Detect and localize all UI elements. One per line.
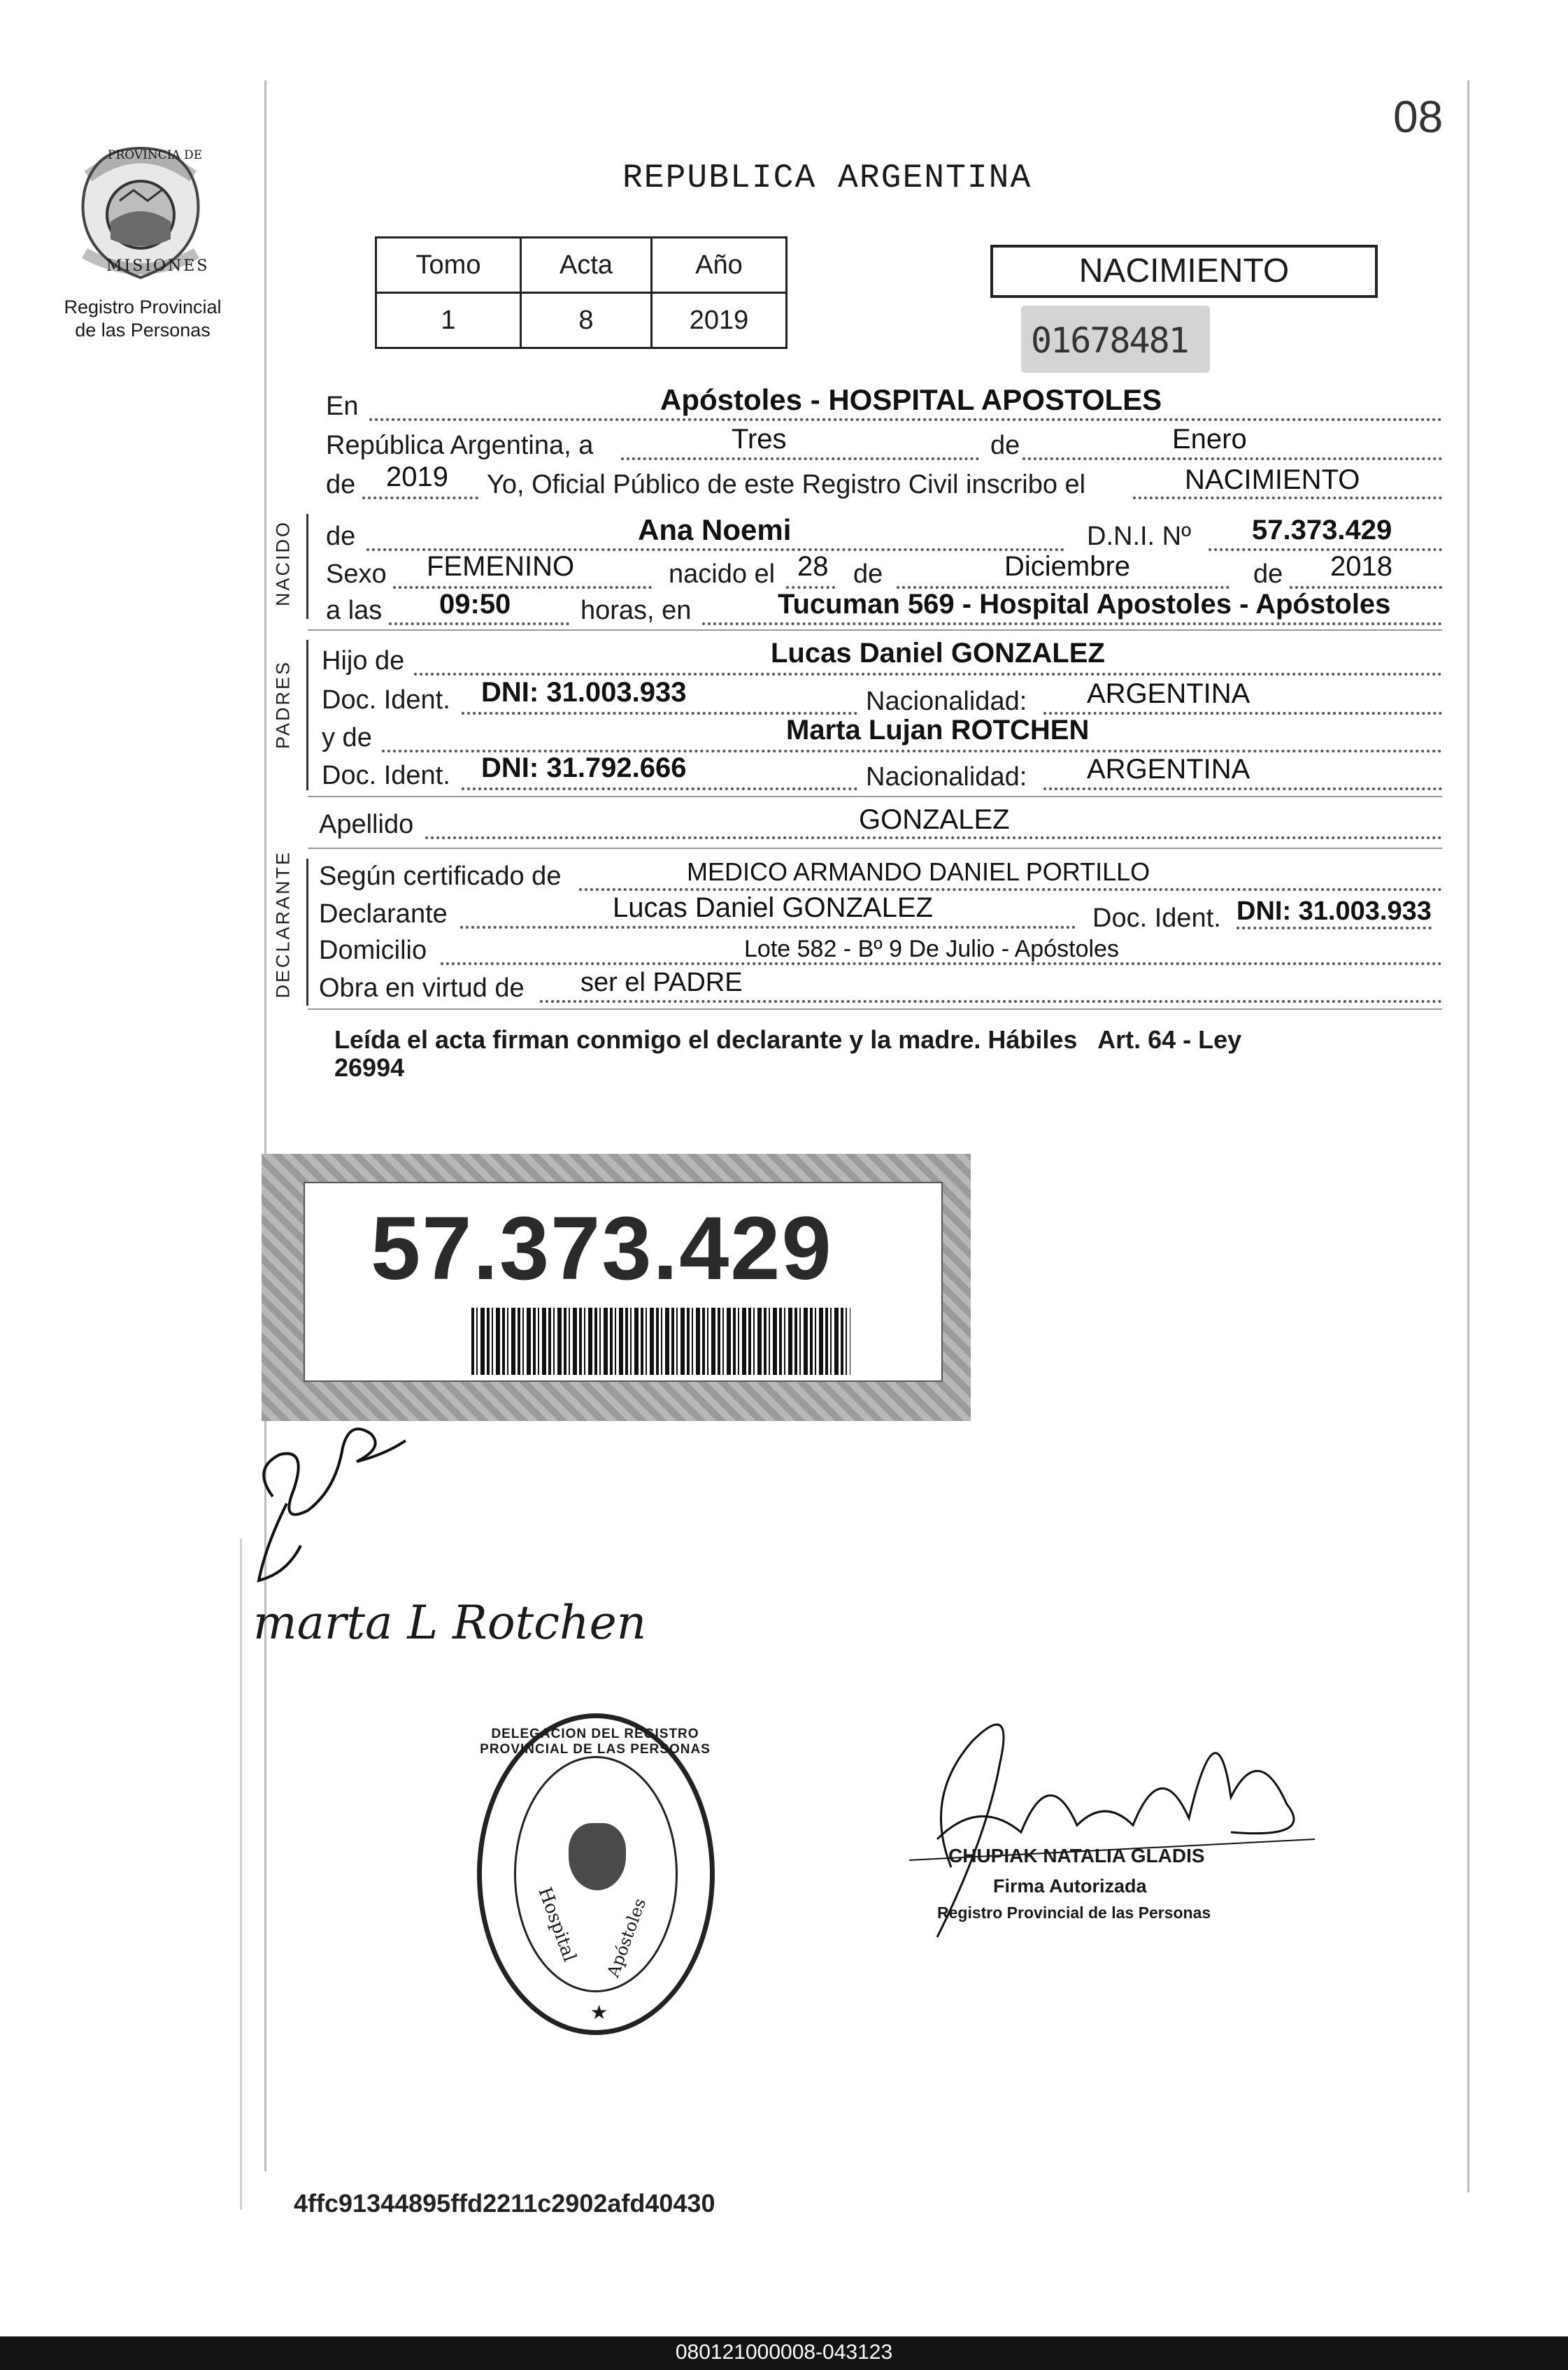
dotted-line	[1022, 457, 1442, 460]
birth-day: 28	[797, 551, 829, 582]
document-type: NACIMIENTO	[1078, 252, 1290, 290]
left-margin-line	[264, 80, 266, 2171]
de2-label: de	[326, 470, 356, 499]
dni-label: D.N.I. Nº	[1087, 522, 1191, 551]
nacido-label: nacido el	[669, 559, 776, 589]
seal-text-top: PROVINCIA DE	[108, 148, 203, 162]
dotted-line	[362, 497, 478, 499]
officer-registry: Registro Provincial de las Personas	[937, 1904, 1211, 1922]
declarante-doc: DNI: 31.003.933	[1236, 897, 1432, 929]
mother-doc: DNI: 31.792.666	[481, 752, 687, 783]
star-icon: ★	[590, 2001, 608, 2023]
section-divider	[308, 796, 1442, 797]
dotted-line	[579, 888, 1442, 891]
mother-nationality: ARGENTINA	[1087, 754, 1250, 785]
sexo-label: Sexo	[326, 559, 387, 589]
record-reference-table	[375, 236, 787, 349]
en-label: En	[326, 392, 359, 421]
id-number: 57.373.429	[371, 1199, 833, 1299]
serial-number: 01678481	[1031, 320, 1188, 361]
section-bracket	[306, 514, 308, 619]
declarante-label: Declarante	[319, 899, 448, 929]
section-divider	[308, 848, 1442, 849]
act-value: NACIMIENTO	[1185, 464, 1360, 495]
yde-label: y de	[322, 723, 372, 752]
stamp-text-hospital: Hospital	[534, 1884, 580, 1965]
document-type-box	[990, 245, 1378, 298]
id-sticker-inner	[304, 1182, 943, 1382]
section-label-nacido: NACIDO	[272, 520, 294, 607]
dotted-line	[414, 673, 1442, 676]
obra-value: ser el PADRE	[580, 968, 743, 997]
registry-name-line2: de las Personas	[75, 320, 211, 341]
birthplace-value: Apóstoles - HOSPITAL APOSTOLES	[660, 383, 1162, 416]
table-cell: 8	[521, 293, 652, 348]
country-title: REPUBLICA ARGENTINA	[622, 159, 1032, 197]
child-dni: 57.373.429	[1252, 515, 1392, 545]
id-sticker	[262, 1154, 971, 1421]
section-bracket	[306, 640, 308, 790]
stamp-emblem	[569, 1823, 626, 1890]
dotted-line	[369, 418, 1442, 421]
declarante-name: Lucas Daniel GONZALEZ	[613, 892, 933, 923]
stamp-text-apostoles: Apóstoles	[603, 1895, 650, 1980]
certificate-value: MEDICO ARMANDO DANIEL PORTILLO	[687, 857, 1150, 886]
obra-label: Obra en virtud de	[319, 973, 525, 1003]
dotted-line	[393, 586, 652, 589]
page-number: 08	[1393, 92, 1444, 142]
apellido-value: GONZALEZ	[859, 804, 1010, 835]
left-margin-line-lower	[240, 1539, 242, 2210]
table-header: Tomo	[376, 238, 521, 293]
dotted-line	[702, 622, 1442, 625]
barcode	[471, 1308, 850, 1375]
mother-signature: marta L Rotchen	[253, 1596, 647, 1650]
section-label-declarante: DECLARANTE	[272, 850, 294, 999]
dotted-line	[540, 1000, 1442, 1003]
de-label: de	[990, 431, 1020, 460]
section-divider	[308, 1008, 1442, 1010]
table-header: Año	[652, 238, 787, 293]
republica-label: República Argentina, a	[326, 431, 594, 460]
segun-label: Según certificado de	[319, 862, 562, 891]
child-name: Ana Noemi	[638, 513, 792, 546]
officer-title: Firma Autorizada	[993, 1876, 1147, 1897]
dotted-line	[389, 622, 569, 625]
nacionalidad-label: Nacionalidad:	[866, 687, 1027, 716]
table-cell: 2019	[652, 293, 787, 348]
dotted-line	[1209, 548, 1442, 551]
seal-text-bottom: MISIONES	[106, 257, 210, 275]
dotted-line	[1043, 712, 1442, 715]
sexo-value: FEMENINO	[427, 551, 575, 582]
day-value: Tres	[732, 424, 787, 455]
domicilio-value: Lote 582 - Bº 9 De Julio - Apóstoles	[744, 936, 1119, 962]
dotted-line	[1043, 787, 1442, 790]
doc2-label: Doc. Ident.	[322, 761, 450, 790]
doc3-label: Doc. Ident.	[1092, 904, 1221, 933]
birth-address: Tucuman 569 - Hospital Apostoles - Apóstoles	[778, 589, 1391, 620]
table-cell: 1	[376, 293, 521, 348]
section-label-padres: PADRES	[272, 659, 294, 750]
father-doc: DNI: 31.003.933	[481, 677, 687, 708]
de4-label: de	[1253, 559, 1283, 589]
footer-bar	[0, 2336, 1568, 2370]
dotted-line	[460, 926, 1076, 929]
section-bracket	[306, 859, 308, 1006]
declarant-signature	[245, 1406, 427, 1594]
name-label: de	[326, 522, 356, 551]
birth-month: Diciembre	[1004, 551, 1131, 582]
province-seal	[67, 134, 214, 290]
father-nationality: ARGENTINA	[1087, 678, 1250, 709]
alas-label: a las	[326, 596, 383, 625]
month-value: Enero	[1172, 424, 1247, 455]
hijo-label: Hijo de	[322, 646, 405, 676]
section-divider	[308, 629, 1442, 631]
domicilio-label: Domicilio	[319, 936, 427, 965]
dotted-line	[425, 836, 1442, 839]
document-hash: 4ffc91344895ffd2211c2902afd40430	[294, 2189, 715, 2218]
statement-line1: Leída el acta firman conmigo el declarante y la madre. Hábiles Art. 64 - Ley	[334, 1025, 1242, 1054]
dotted-line	[1133, 497, 1442, 499]
footer-code: 080121000008-043123	[675, 2341, 893, 2364]
statement-line2: 26994	[334, 1053, 405, 1082]
doc-label: Doc. Ident.	[322, 685, 450, 715]
father-name: Lucas Daniel GONZALEZ	[771, 638, 1105, 669]
apellido-label: Apellido	[319, 810, 414, 839]
right-margin-line	[1467, 80, 1469, 2192]
mother-name: Marta Lujan ROTCHEN	[786, 715, 1090, 745]
de3-label: de	[853, 559, 883, 589]
nacionalidad2-label: Nacionalidad:	[866, 762, 1027, 792]
horas-label: horas, en	[580, 596, 692, 625]
oficial-text: Yo, Oficial Público de este Registro Civil inscribo el	[487, 470, 1086, 499]
birth-time: 09:50	[439, 589, 511, 620]
year-value: 2019	[386, 462, 448, 492]
stamp-ring-text: DELEGACION DEL REGISTRO PROVINCIAL DE LAS PERSONAS	[480, 1727, 711, 1757]
officer-name: CHUPIAK NATALIA GLADIS	[948, 1845, 1205, 1866]
official-stamp	[477, 1713, 715, 2035]
registry-name-line1: Registro Provincial	[64, 297, 222, 317]
dotted-line	[462, 787, 857, 790]
table-header: Acta	[521, 238, 652, 293]
birth-year: 2018	[1330, 551, 1392, 582]
dotted-line	[621, 457, 979, 460]
